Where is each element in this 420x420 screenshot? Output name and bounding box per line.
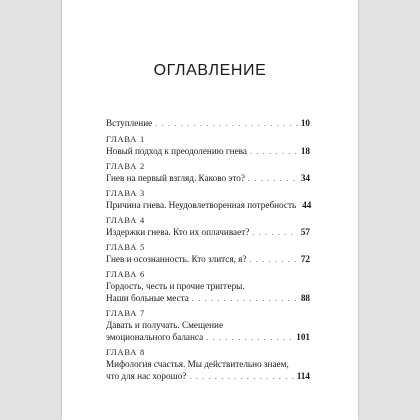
dot-leader bbox=[206, 332, 293, 344]
chapter-label: ГЛАВА 1 bbox=[106, 135, 145, 144]
page-number: 34 bbox=[300, 173, 310, 183]
entry-row bbox=[106, 370, 310, 382]
dot-leader bbox=[155, 118, 298, 130]
entry-title: Гнев на первый взгляд. Каково это? bbox=[106, 173, 245, 183]
entry-row bbox=[106, 292, 310, 304]
entry-title: Новый подход к преодолению гнева bbox=[106, 146, 247, 156]
page-number: 57 bbox=[300, 227, 310, 237]
dot-leader bbox=[192, 293, 298, 305]
page-number: 114 bbox=[296, 371, 310, 381]
page-number: 18 bbox=[300, 146, 310, 156]
toc-entry bbox=[106, 161, 310, 184]
page-number: 44 bbox=[302, 200, 312, 210]
dot-leader bbox=[250, 146, 298, 158]
chapter-label: ГЛАВА 8 bbox=[106, 348, 145, 357]
toc-entry bbox=[106, 308, 310, 343]
chapter-label: ГЛАВА 2 bbox=[106, 162, 145, 171]
entry-title-line: Гордость, честь и прочие триггеры. bbox=[106, 281, 245, 291]
toc-entry bbox=[106, 347, 310, 382]
dot-leader bbox=[248, 173, 298, 185]
entry-row bbox=[106, 226, 310, 238]
entry-title: Гнев и осознанность. Кто злится, я? bbox=[106, 254, 247, 264]
entry-title-line: Давать и получать. Смещение bbox=[106, 320, 224, 330]
toc-entry bbox=[106, 117, 310, 129]
page-title: ОГЛАВЛЕНИЕ bbox=[153, 62, 267, 79]
entry-row bbox=[106, 117, 310, 129]
chapter-label: ГЛАВА 3 bbox=[106, 189, 145, 198]
page-number: 101 bbox=[296, 332, 310, 342]
entry-row bbox=[106, 331, 310, 343]
dot-leader bbox=[189, 371, 293, 383]
entry-title: Вступление bbox=[106, 118, 153, 128]
toc-entry bbox=[106, 242, 310, 265]
entry-title: Причина гнева. Неудовлетворенная потребность bbox=[106, 200, 297, 210]
entry-row bbox=[106, 253, 310, 265]
entry-row bbox=[106, 145, 310, 157]
page-number: 10 bbox=[300, 118, 310, 128]
chapter-label: ГЛАВА 5 bbox=[106, 243, 145, 252]
dot-leader bbox=[249, 254, 297, 266]
page-number: 72 bbox=[300, 254, 310, 264]
entry-title-line: Мифология счастья. Мы действительно знаем, bbox=[106, 359, 289, 369]
chapter-label: ГЛАВА 6 bbox=[106, 270, 145, 279]
page-number: 88 bbox=[300, 293, 310, 303]
entry-row bbox=[106, 172, 310, 184]
toc-entry bbox=[106, 134, 310, 157]
chapter-label: ГЛАВА 4 bbox=[106, 216, 145, 225]
entry-title: Наши больные места bbox=[106, 293, 189, 303]
toc-entry bbox=[106, 215, 310, 238]
dot-leader bbox=[252, 227, 298, 239]
chapter-label: ГЛАВА 7 bbox=[106, 309, 145, 318]
entry-row bbox=[106, 199, 310, 211]
book-page bbox=[62, 0, 358, 420]
entry-title: что для нас хорошо? bbox=[106, 371, 187, 381]
toc-entry bbox=[106, 269, 310, 304]
toc-entry bbox=[106, 188, 310, 211]
entry-title: Издержки гнева. Кто их оплачивает? bbox=[106, 227, 250, 237]
entry-title: эмоционального баланса bbox=[106, 332, 204, 342]
